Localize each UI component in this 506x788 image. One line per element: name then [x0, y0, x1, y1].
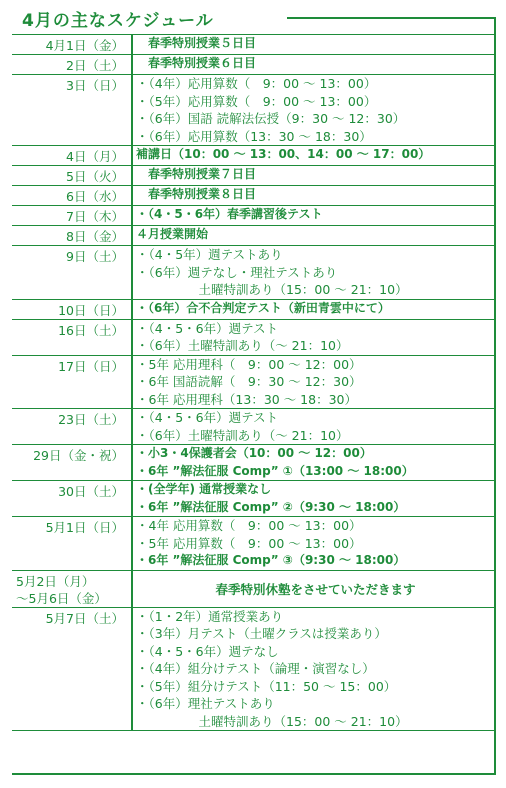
schedule-items	[133, 300, 495, 319]
schedule-items	[133, 186, 495, 205]
schedule-item: 補講日（10：00 ～ 13：00、14：00 ～ 17：00）	[136, 147, 431, 161]
schedule-date: 17日（日）	[12, 356, 133, 409]
schedule-item: ・6年 ”解法征服 Comp” ①（13:00 ～ 18:00）	[136, 463, 414, 478]
schedule-items	[133, 481, 495, 516]
schedule-item: ・（4・5・6年）春季講習後テスト	[136, 207, 323, 221]
schedule-item: ・（4年）応用算数（ 9：00 ～ 13：00）	[136, 76, 377, 91]
schedule-date: 5月1日（日）	[12, 517, 133, 570]
schedule-row	[12, 517, 495, 571]
schedule-table	[12, 34, 495, 731]
schedule-row	[12, 55, 495, 75]
schedule-item: ４月授業開始	[136, 227, 209, 241]
schedule-row	[12, 320, 495, 356]
schedule-item: ・6年 国語読解（ 9：30 ～ 12：30）	[136, 374, 362, 389]
schedule-item: ・（6年）応用算数（13：30 ～ 18：30）	[136, 128, 372, 144]
schedule-row	[12, 608, 495, 732]
schedule-row	[12, 34, 495, 55]
schedule-row	[12, 409, 495, 445]
schedule-item: ・6年 応用理科（13：30 ～ 18：30）	[136, 391, 357, 407]
schedule-row	[12, 146, 495, 166]
schedule-row	[12, 571, 495, 608]
schedule-item: 春季特別授業６日目	[136, 56, 257, 70]
schedule-item: ・5年 応用算数（ 9：00 ～ 13：00）	[136, 535, 362, 551]
schedule-item: ・6年 ”解法征服 Comp” ③（9:30 ～ 18:00）	[136, 553, 406, 567]
schedule-date: 23日（土）	[12, 409, 133, 444]
schedule-item: ・4年 応用算数（ 9：00 ～ 13：00）	[136, 518, 362, 533]
title-rule	[287, 17, 496, 19]
schedule-row	[12, 206, 495, 226]
schedule-item: ・（4・5・6年）週テスト	[136, 320, 279, 336]
schedule-date: 5日（火）	[12, 166, 133, 185]
schedule-items	[133, 517, 495, 570]
schedule-row	[12, 75, 495, 146]
schedule-items	[133, 409, 495, 444]
schedule-date: 4日（月）	[12, 146, 133, 165]
schedule-items	[133, 146, 495, 165]
schedule-items	[133, 35, 495, 54]
frame-bottom-border	[12, 773, 496, 775]
schedule-item: 春季特別授業７日目	[136, 167, 257, 181]
schedule-row	[12, 186, 495, 206]
schedule-date: 6日（水）	[12, 186, 133, 205]
schedule-item: ・(全学年) 通常授業なし	[136, 482, 272, 496]
schedule-row	[12, 300, 495, 320]
schedule-item: ・（4・5・6年）週テなし	[136, 643, 279, 659]
schedule-date: 16日（土）	[12, 320, 133, 355]
schedule-date: 29日（金・祝）	[12, 445, 133, 480]
schedule-row	[12, 226, 495, 246]
schedule-item: ・（6年）土曜特訓あり（～ 21：10）	[136, 427, 349, 443]
schedule-date: 3日（日）	[12, 75, 133, 145]
schedule-date: 4月1日（金）	[12, 35, 133, 54]
schedule-items	[133, 571, 495, 607]
schedule-items	[133, 608, 495, 731]
schedule-row	[12, 166, 495, 186]
schedule-item: ・小3・4保護者会（10：00 ～ 12：00）	[136, 446, 372, 460]
schedule-row	[12, 481, 495, 517]
schedule-items	[133, 226, 495, 245]
schedule-date: 10日（日）	[12, 300, 133, 319]
schedule-item: ・（5年）組分けテスト（11：50 ～ 15：00）	[136, 678, 397, 694]
schedule-item: ・（4・5・6年）週テスト	[136, 410, 279, 425]
schedule-item: ・（6年）国語 読解法伝授（9：30 ～ 12：30）	[136, 111, 406, 126]
schedule-item: ・5年 応用理科（ 9：00 ～ 12：00）	[136, 356, 362, 372]
schedule-items	[133, 246, 495, 299]
schedule-item: ・（6年）週テなし・理社テストあり	[136, 264, 338, 280]
schedule-item: ・（6年）土曜特訓あり（～ 21：10）	[136, 338, 349, 353]
schedule-item: ・（6年）理社テストあり	[136, 696, 275, 711]
schedule-item: 春季特別休塾をさせていただきます	[215, 581, 416, 597]
schedule-items	[133, 320, 495, 355]
schedule-row	[12, 356, 495, 410]
schedule-items	[133, 206, 495, 225]
schedule-date: 30日（土）	[12, 481, 133, 516]
schedule-item: ・（6年）合不合判定テスト（新田青雲中にて）	[136, 300, 390, 315]
schedule-item: ・6年 ”解法征服 Comp” ②（9:30 ～ 18:00）	[136, 499, 406, 514]
schedule-date: 5月7日（土）	[12, 608, 133, 731]
schedule-items	[133, 356, 495, 409]
schedule-date: 5月2日（月） ～5月6日（金）	[12, 571, 133, 607]
schedule-item: 春季特別授業５日目	[136, 36, 257, 50]
page-title: 4月の主なスケジュール	[22, 11, 214, 31]
schedule-row	[12, 246, 495, 300]
schedule-row	[12, 445, 495, 481]
schedule-item: 土曜特訓あり（15：00 ～ 21：10）	[136, 713, 408, 729]
schedule-items	[133, 55, 495, 74]
schedule-date: 2日（土）	[12, 55, 133, 74]
schedule-items	[133, 75, 495, 145]
schedule-items	[133, 445, 495, 480]
schedule-item: 春季特別授業８日目	[136, 187, 257, 201]
schedule-date: 7日（木）	[12, 206, 133, 225]
schedule-item: ・（5年）応用算数（ 9：00 ～ 13：00）	[136, 93, 377, 109]
schedule-item: ・（1・2年）通常授業あり	[136, 608, 284, 624]
schedule-item: ・（3年）月テスト（土曜クラスは授業あり）	[136, 626, 387, 641]
schedule-items	[133, 166, 495, 185]
schedule-item: 土曜特訓あり（15：00 ～ 21：10）	[136, 282, 408, 297]
schedule-date: 9日（土）	[12, 246, 133, 299]
schedule-item: ・（4年）組分けテスト（論理・演習なし）	[136, 661, 375, 676]
schedule-date: 8日（金）	[12, 226, 133, 245]
schedule-item: ・（4・5年）週テストあり	[136, 247, 283, 262]
